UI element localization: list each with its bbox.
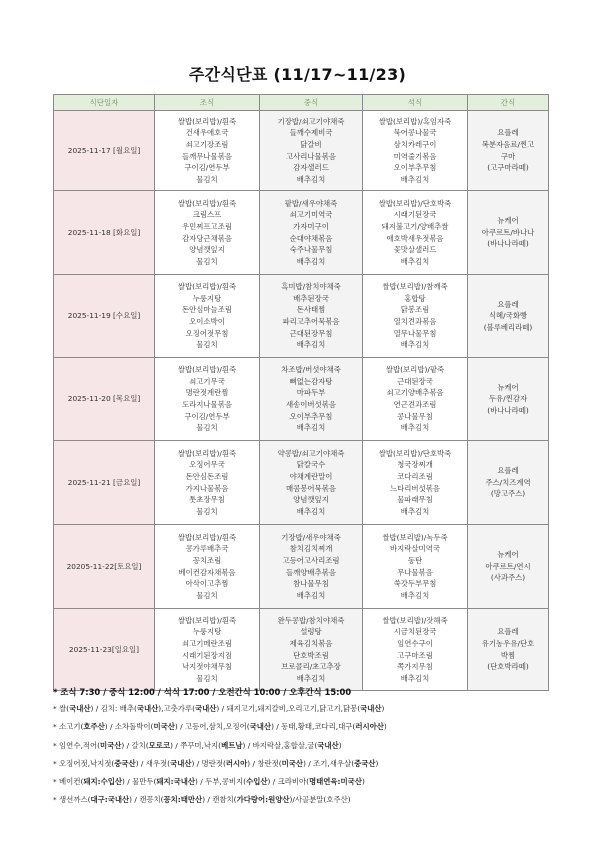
snack-item: (바나나라떼)	[487, 405, 529, 415]
snack-item: 주스/치즈계역	[485, 477, 531, 487]
origin-country: 국내산	[249, 722, 272, 732]
breakfast-item: 쌀밥(보리밥)/흰죽	[177, 198, 237, 208]
dinner-item: 동탄	[407, 555, 423, 565]
origin-country: 국내산	[194, 704, 217, 713]
lunch-item: 참치김치찌개	[289, 544, 333, 554]
snack-item: 아쿠르트/연시	[485, 561, 531, 571]
lunch-item: 배추김치	[296, 590, 326, 600]
breakfast-item: 우민찌프고조림	[182, 221, 232, 231]
snack-item: (단호박라떼)	[487, 662, 529, 672]
breakfast-item: 가지나물볶음	[185, 483, 229, 493]
header-breakfast: 조식	[155, 95, 260, 111]
dinner-item: 배추김치	[400, 590, 430, 600]
dinner-item: 배추김치	[400, 174, 430, 184]
lunch-item: 단호박조림	[293, 650, 329, 660]
breakfast-item: 베이컨감자채볶음	[178, 567, 236, 577]
dinner-item: 홍합탕	[404, 293, 426, 303]
dinner-item: 배추김치	[400, 506, 430, 516]
lunch-item: 들깨양배추볶음	[286, 567, 336, 577]
origin-text: ) / 조기,새우살(	[303, 758, 355, 768]
dinner-item: 임연수구이	[397, 638, 433, 648]
breakfast-cell	[155, 191, 260, 275]
dinner-item: 느타리버섯볶음	[390, 483, 440, 493]
snack-item: (블루베리라떼)	[483, 322, 533, 332]
snack-item: 뉴케어	[497, 382, 519, 392]
origin-text: * 쌀(	[53, 704, 70, 713]
date-cell: 2025-11-20 [목요일]	[54, 358, 155, 441]
origin-country: 미국산	[99, 740, 122, 750]
breakfast-item: 물김치	[196, 340, 218, 350]
lunch-item: 배추김치	[296, 506, 326, 516]
breakfast-item: 쌀밥(보리밥)/흰죽	[177, 532, 237, 542]
snack-cell	[468, 358, 549, 441]
origin-note-line	[53, 773, 553, 791]
lunch-cell	[260, 275, 363, 358]
origin-country: 돼지:수입산	[83, 777, 123, 787]
dinner-item: 돼지불고기/양배추쌈	[381, 221, 449, 231]
snack-item: 뉴케어	[497, 216, 519, 226]
weekly-menu-table	[53, 94, 549, 691]
origin-note-line	[53, 718, 553, 736]
origin-text: ) / 창란젓(	[247, 758, 282, 768]
dinner-cell	[363, 525, 468, 609]
snack-item: (바나나라떼)	[487, 239, 529, 249]
breakfast-item: 오징어젓무침	[185, 328, 229, 338]
header-date: 식단일자	[54, 95, 155, 111]
origin-country: 러시아산	[355, 722, 384, 732]
dinner-item: 쌀밥(보리밥)/흑임자죽	[378, 116, 452, 126]
breakfast-item: 물김치	[196, 673, 218, 683]
snack-cell	[468, 441, 549, 525]
breakfast-item: 물김치	[196, 590, 218, 600]
origin-country: 국내산	[170, 758, 192, 768]
breakfast-item: 들깨무나물볶음	[182, 151, 232, 161]
table-row	[54, 441, 549, 525]
snack-item: (사과주스)	[490, 573, 526, 583]
lunch-cell	[260, 191, 363, 275]
dinner-cell	[363, 358, 468, 441]
breakfast-item: 양념깻잎지	[189, 245, 225, 255]
snack-cell	[468, 191, 549, 275]
lunch-item: 닭갈비	[300, 139, 322, 149]
breakfast-item: 크림스프	[192, 210, 222, 220]
lunch-item: 배추김치	[296, 423, 326, 433]
dinner-cell	[363, 275, 468, 358]
lunch-item: 배추김치	[296, 673, 326, 683]
origin-text: * 베이컨(	[53, 777, 84, 787]
lunch-item: 배추김치	[296, 256, 326, 266]
breakfast-item: 누룽지탕	[192, 293, 222, 303]
origin-note-line	[53, 755, 553, 773]
origin-text: ) / 소차돌박이(	[104, 722, 154, 732]
breakfast-item: 쌀밥(보리밥)/흰죽	[177, 365, 237, 375]
origin-country: 호주산	[83, 722, 105, 732]
table-row	[54, 358, 549, 441]
origin-text: ) / 김치: 배추(	[90, 704, 137, 713]
breakfast-item: 감자당근채볶음	[182, 233, 232, 243]
snack-cell	[468, 609, 549, 691]
dinner-item: 쌀밥(보리밥)/참깨죽	[382, 282, 448, 292]
lunch-item: 순대야채볶음	[289, 233, 333, 243]
lunch-item: 쇠고기미역국	[289, 210, 333, 220]
dinner-cell	[363, 609, 468, 691]
snack-item: 두유/찐감자	[488, 394, 528, 404]
breakfast-item: 쇠고기장조림	[185, 139, 229, 149]
dinner-item: 쇠고기양배추볶음	[386, 388, 444, 398]
breakfast-item: 톳초장무침	[189, 495, 225, 505]
date-cell: 2025-11-19 [수요일]	[54, 275, 155, 358]
origin-country: 국내산	[69, 704, 91, 713]
origin-country: 돼지:국내산	[156, 777, 196, 787]
origin-note-line	[53, 700, 553, 718]
notes-section	[53, 685, 553, 810]
breakfast-item: 콩가루배추국	[185, 544, 229, 554]
lunch-cell	[260, 441, 363, 525]
breakfast-item: 쌀밥(보리밥)/흰죽	[177, 615, 237, 625]
dinner-item: 고구마조림	[397, 650, 433, 660]
snack-item: 요플레	[497, 128, 519, 138]
dinner-item: 바지락살미역국	[390, 544, 440, 554]
origin-text: ) / 두부,콩비지(	[195, 777, 247, 787]
table-row	[54, 609, 549, 691]
breakfast-cell	[155, 525, 260, 609]
breakfast-item: 쇠고기메란조림	[182, 638, 232, 648]
snack-item: 복분자음료/찐고	[481, 139, 535, 149]
origin-text: )	[338, 740, 342, 750]
dinner-item: 근대된장국	[397, 376, 433, 386]
lunch-item: 오이부추무침	[289, 411, 333, 421]
lunch-item: 마파두부	[296, 388, 326, 398]
origin-country: 명태연육:미국산	[309, 777, 362, 787]
lunch-item: 감자샐러드	[293, 163, 329, 173]
breakfast-item: 건새우애호국	[185, 128, 229, 138]
origin-country: 국내산	[360, 704, 382, 713]
table-header-row	[54, 95, 549, 111]
lunch-item: 닭칼국수	[296, 460, 326, 470]
origin-text: ) / 쭈꾸미,낙지(	[170, 740, 222, 750]
header-dinner: 석식	[363, 95, 468, 111]
lunch-item: 배추김치	[296, 174, 326, 184]
dinner-item: 쌀밥(보리밥)/단호박죽	[378, 198, 452, 208]
breakfast-item: 물김치	[196, 256, 218, 266]
date-cell: 2025-11-21 [금요일]	[54, 441, 155, 525]
dinner-item: 물파래무침	[397, 495, 433, 505]
dinner-cell	[363, 441, 468, 525]
lunch-item: 근대된장무침	[289, 328, 333, 338]
breakfast-item: 돈안심마늘조림	[182, 305, 232, 315]
lunch-item: 기장밥/쇠고기야채죽	[277, 116, 345, 126]
dinner-item: 쌀밥(보리밥)/녹두죽	[382, 532, 448, 542]
breakfast-item: 물김치	[196, 506, 218, 516]
lunch-item: 배추김치	[296, 340, 326, 350]
dinner-item: 배추김치	[400, 673, 430, 683]
table-row	[54, 191, 549, 275]
table-row	[54, 525, 549, 609]
snack-item: 뉴케어	[497, 550, 519, 560]
origin-text: * 소고기(	[53, 722, 84, 732]
breakfast-item: 도라지나물볶음	[182, 400, 232, 409]
lunch-item: 기장밥/새우야채죽	[281, 532, 341, 542]
origin-country: 국내산	[317, 740, 339, 750]
lunch-item: 매콤봉어묵볶음	[286, 483, 336, 493]
dinner-item: 삼치카레구이	[393, 139, 437, 149]
meal-times: * 조식 7:30 / 중식 12:00 / 석식 17:00 / 오전간식 10:00 / 오후간식 15:00	[53, 687, 352, 697]
header-lunch: 중식	[260, 95, 363, 111]
date-cell: 20205-11-22[토요일]	[54, 525, 155, 609]
lunch-item: 새송이버섯볶음	[286, 400, 336, 409]
table-row	[54, 275, 549, 358]
breakfast-cell	[155, 111, 260, 191]
dinner-item: 무나물볶음	[397, 567, 433, 577]
table-body	[54, 111, 549, 691]
lunch-item: 설렁탕	[300, 627, 322, 637]
dinner-item: 오이부추무침	[393, 163, 437, 173]
origin-text: )	[361, 777, 365, 787]
dinner-item: 꽃맛살샐러드	[393, 245, 437, 255]
origin-note-line	[53, 737, 553, 755]
snack-item: 식혜/국화빵	[488, 311, 528, 321]
snack-item: 요플레	[497, 627, 519, 637]
dinner-item: 쌀밥(보리밥)/잣해죽	[382, 615, 448, 625]
lunch-item: 뼈없는감자탕	[289, 376, 333, 386]
dinner-item: 배추김치	[400, 423, 430, 433]
origin-country: 대구:국내산	[90, 795, 130, 805]
lunch-item: 흑미밥/참치야채죽	[281, 282, 341, 292]
dinner-item: 청국장찌개	[397, 460, 433, 470]
origin-country: 미국산	[281, 758, 304, 768]
breakfast-item: 구이김/연두부	[184, 411, 230, 421]
breakfast-item: 오이소박이	[189, 317, 225, 326]
origin-country: 중국산	[354, 758, 376, 768]
origin-country: 러시아	[225, 758, 248, 768]
dinner-item: 시금치된장국	[393, 627, 437, 637]
origin-text: * 오징어젓,낙지젓(	[53, 758, 115, 768]
origin-country: 국내산	[136, 704, 159, 713]
breakfast-cell	[155, 275, 260, 358]
lunch-item: 제육김치볶음	[289, 638, 333, 648]
snack-item: 아쿠르트/바나나	[481, 227, 535, 237]
dinner-item: 시래기된장국	[393, 210, 437, 220]
lunch-item: 파리고추어묵볶음	[282, 317, 340, 326]
snack-cell	[468, 275, 549, 358]
origin-text: ) / 고등어,삼치,오징어(	[174, 722, 250, 732]
dinner-item: 열치견과볶음	[393, 317, 437, 326]
snack-cell	[468, 525, 549, 609]
lunch-item: 숙주나물무침	[289, 245, 333, 255]
origin-country: 가다랑어:원양산	[236, 795, 290, 805]
snack-item: 요플레	[497, 466, 519, 476]
lunch-item: 참나물무침	[293, 579, 329, 589]
origin-country: 베트남	[221, 740, 243, 750]
breakfast-cell	[155, 441, 260, 525]
origin-text: ) / 새우젓(	[135, 758, 171, 768]
breakfast-item: 낙지젓야채무침	[182, 662, 232, 672]
origin-list	[53, 700, 553, 810]
breakfast-item: 돈안심돈조림	[185, 471, 229, 481]
lunch-cell	[260, 525, 363, 609]
header-snack: 간식	[468, 95, 549, 111]
snack-item: 요플레	[497, 299, 519, 309]
lunch-item: 고사리나물볶음	[286, 151, 336, 161]
lunch-item: 차조밥/버섯야채죽	[281, 365, 341, 375]
origin-note-line	[53, 791, 553, 809]
dinner-item: 쌀밥(보리밥)/팥죽	[385, 365, 445, 375]
dinner-item: 쑥갓두부무침	[393, 579, 437, 589]
breakfast-cell	[155, 358, 260, 441]
origin-country: 중국산	[114, 758, 136, 768]
breakfast-item: 꽁치조림	[192, 555, 222, 565]
dinner-item: 닭봉조림	[400, 305, 430, 315]
origin-text: ) / 물만두(	[122, 777, 157, 787]
lunch-item: 배추된장국	[293, 293, 329, 303]
lunch-item: 완두콩밥/참치야채죽	[277, 615, 345, 625]
lunch-item: 고등어고사리조림	[282, 555, 340, 565]
dinner-item: 배추김치	[400, 340, 430, 350]
dinner-item: 쌀밥(보리밥)/단호박죽	[378, 448, 452, 458]
origin-text: )	[381, 704, 385, 713]
dinner-item: 미역줄기볶음	[393, 151, 437, 161]
origin-country: 꽁치:태만산	[163, 795, 203, 805]
origin-text: ) / 갈치(	[121, 740, 149, 750]
lunch-cell	[260, 609, 363, 691]
breakfast-item: 쌀밥(보리밥)/흰죽	[177, 282, 237, 292]
origin-text: ),고춧가루(	[158, 704, 195, 713]
page-title: 주간식단표 (11/17~11/23)	[188, 65, 407, 84]
date-cell: 2025-11-18 [화요일]	[54, 191, 155, 275]
lunch-item: 양념깻잎지	[293, 495, 329, 505]
dinner-item: 콩나물무침	[397, 411, 433, 421]
origin-text: ) / 캔꽁치(	[129, 795, 164, 805]
date-cell: 2025-11-17 [월요일]	[54, 111, 155, 191]
breakfast-item: 오징어무국	[189, 460, 225, 470]
breakfast-item: 명란젓계란찜	[185, 388, 229, 398]
origin-country: 미국산	[153, 722, 175, 732]
snack-cell	[468, 111, 549, 191]
snack-item: 유기농우유/단호	[481, 638, 535, 648]
dinner-item: 열무나물무침	[393, 328, 437, 338]
origin-country: 모로코	[148, 740, 171, 750]
breakfast-item: 누룽지탕	[192, 627, 222, 637]
dinner-item: 쪽가지무침	[397, 662, 433, 672]
breakfast-item: 물김치	[196, 423, 218, 433]
lunch-item: 야채계란말이	[289, 471, 333, 481]
breakfast-item: 쌀밥(보리밥)/흰죽	[177, 448, 237, 458]
dinner-cell	[363, 191, 468, 275]
dinner-item: 연근견과조림	[393, 400, 437, 409]
origin-text: ) / 캔참치(	[202, 795, 237, 805]
origin-text: ) / 바지락살,홍합살,굴(	[242, 740, 318, 750]
lunch-item: 약콩밥/쇠고기야채죽	[277, 448, 345, 458]
dinner-item: 배추김치	[400, 256, 430, 266]
lunch-item: 돈사태찜	[296, 305, 326, 315]
origin-text: * 임연수,적어(	[53, 740, 100, 750]
lunch-item: 들깨수제비국	[289, 128, 333, 138]
origin-country: 수입산	[246, 777, 268, 787]
origin-text: ) / 돼지고기,돼지갈비,오리고기,닭고기,닭봉(	[216, 704, 361, 713]
origin-text: )/사골분말(호주산)	[289, 795, 351, 805]
lunch-item: 브로콜리/초고추장	[281, 662, 341, 672]
dinner-item: 묵어콩나물국	[393, 128, 437, 138]
breakfast-item: 시래기된장지짐	[182, 650, 232, 660]
origin-text: ) / 동태,황태,코다리,대구(	[271, 722, 356, 732]
snack-item: 박찜	[500, 650, 516, 660]
breakfast-item: 아삭이고추찜	[185, 579, 229, 589]
date-cell: 2025-11-23[일요일]	[54, 609, 155, 691]
dinner-cell	[363, 111, 468, 191]
origin-text: ) / 크라비아(	[267, 777, 309, 787]
lunch-cell	[260, 358, 363, 441]
breakfast-item: 쌀밥(보리밥)/흰죽	[177, 116, 237, 126]
origin-text: ) / 명란젓(	[191, 758, 226, 768]
origin-text: )	[375, 758, 379, 768]
snack-item: (망고주스)	[490, 489, 526, 499]
dinner-item: 코다리조림	[397, 471, 433, 481]
table-row	[54, 111, 549, 191]
origin-text: )	[383, 722, 387, 732]
snack-item: 구마	[500, 151, 516, 161]
breakfast-cell	[155, 609, 260, 691]
dinner-item: 애호박새우젓볶음	[386, 233, 444, 243]
lunch-item: 가자미구이	[293, 221, 329, 231]
origin-text: * 생선까스(	[53, 795, 91, 805]
breakfast-item: 구이김/연두부	[184, 163, 230, 173]
snack-item: (고구마라떼)	[487, 163, 529, 173]
breakfast-item: 쇠고기무국	[189, 376, 225, 386]
lunch-cell	[260, 111, 363, 191]
breakfast-item: 물김치	[196, 174, 218, 184]
lunch-item: 팥밥/새우야채죽	[284, 198, 338, 208]
